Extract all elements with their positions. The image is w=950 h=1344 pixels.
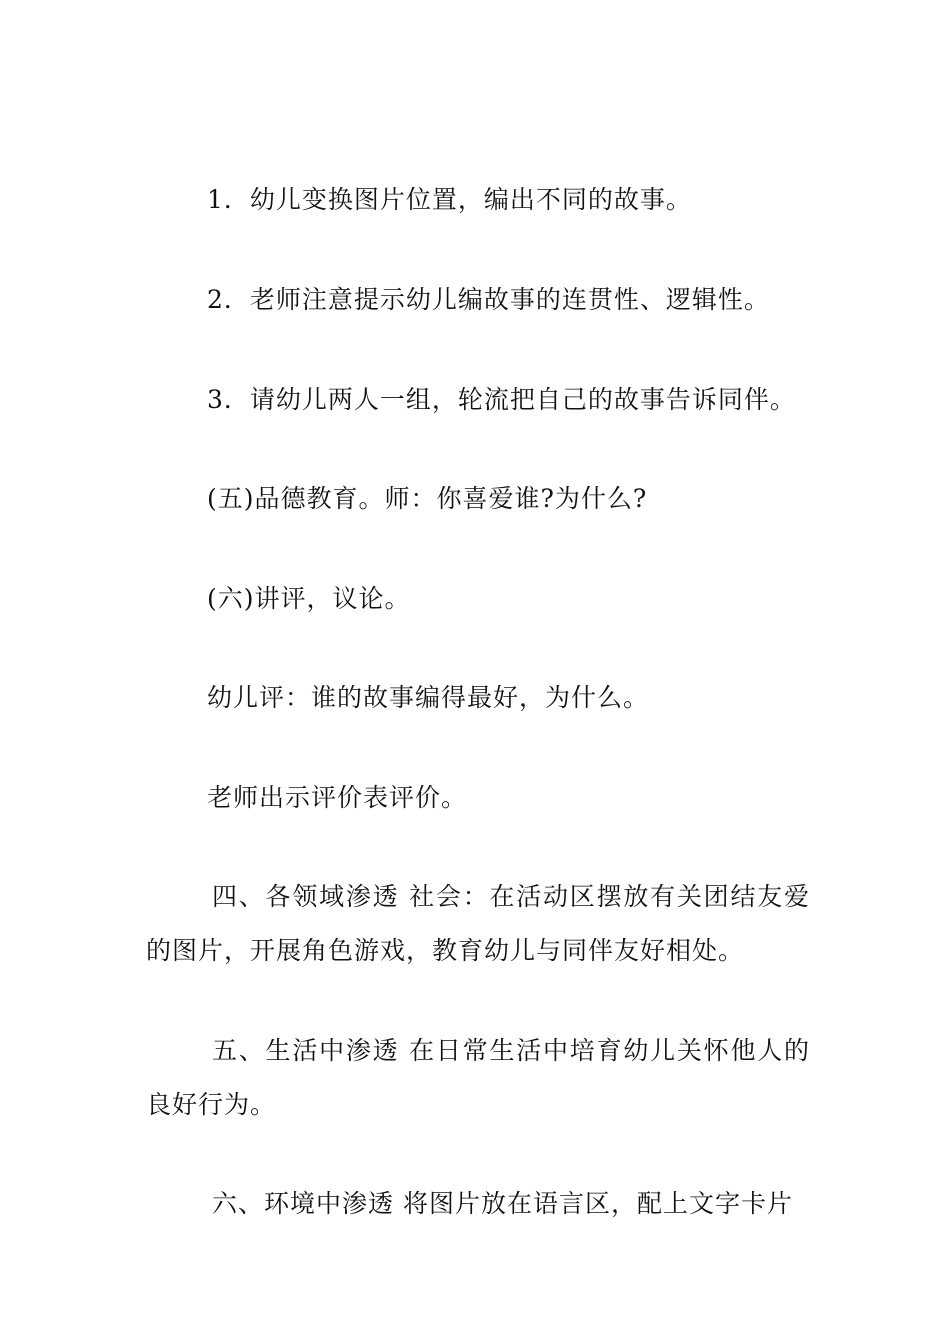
review-discussion-line: (六)讲评，议论。: [207, 584, 411, 613]
teacher-evaluation-line: 老师出示评价表评价。: [207, 783, 468, 812]
section-six-paragraph: 六、环境中渗透 将图片放在语言区，配上文字卡片: [212, 1189, 793, 1218]
moral-education-line: (五)品德教育。师：你喜爱谁?为什么?: [207, 484, 648, 513]
step-1-line: 1．幼儿变换图片位置，编出不同的故事。: [207, 185, 692, 214]
step-2-line: 2．老师注意提示幼儿编故事的连贯性、逻辑性。: [207, 285, 770, 314]
child-review-line: 幼儿评：谁的故事编得最好，为什么。: [207, 683, 650, 712]
section-five-paragraph: 五、生活中渗透 在日常生活中培育幼儿关怀他人的良好行为。: [146, 1036, 810, 1119]
section-four-paragraph: 四、各领域渗透 社会：在活动区摆放有关团结友爱的图片，开展角色游戏，教育幼儿与同伴友好相处。: [146, 882, 810, 965]
step-3-line: 3．请幼儿两人一组，轮流把自己的故事告诉同伴。: [207, 385, 796, 414]
